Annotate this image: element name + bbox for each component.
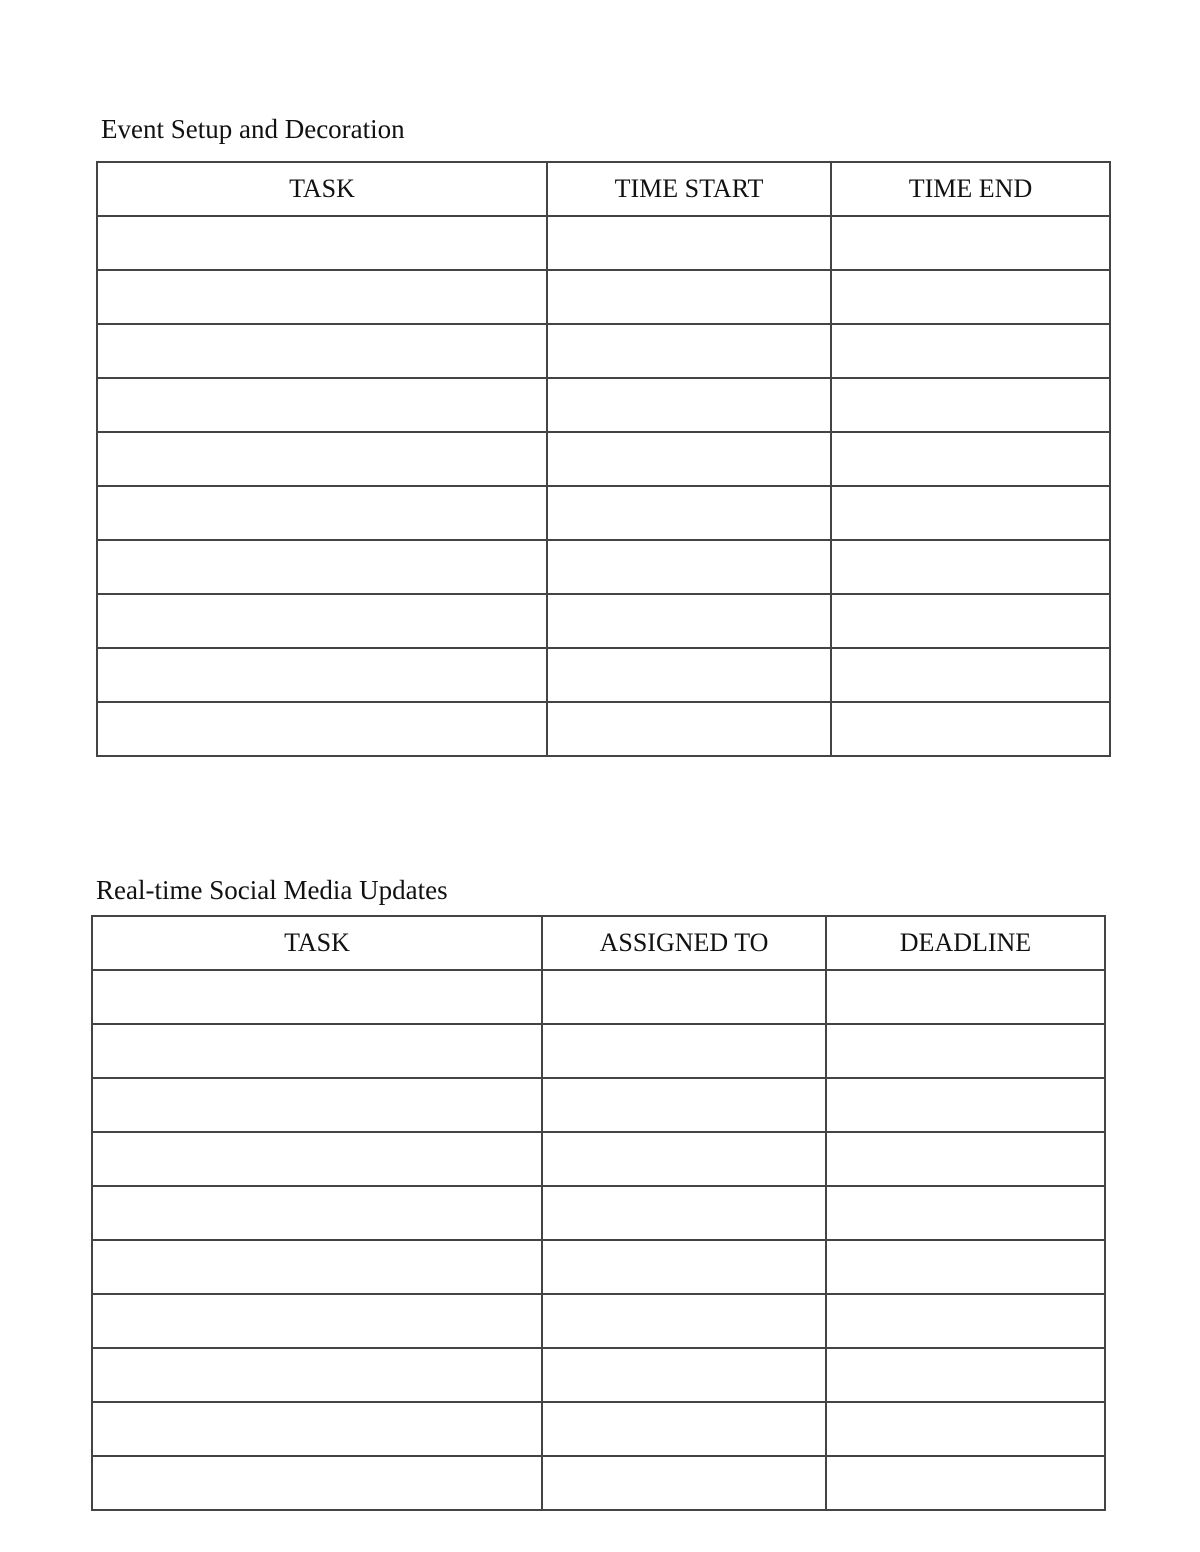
column-header-task: TASK (97, 162, 547, 216)
task-cell[interactable] (92, 1294, 542, 1348)
task-cell[interactable] (97, 216, 547, 270)
column-header-assigned-to: ASSIGNED TO (542, 916, 826, 970)
task-cell[interactable] (97, 432, 547, 486)
deadline-cell[interactable] (826, 1456, 1105, 1510)
table-row (97, 216, 1110, 270)
time-start-cell[interactable] (547, 216, 831, 270)
assigned-to-cell[interactable] (542, 1348, 826, 1402)
assigned-to-cell[interactable] (542, 1078, 826, 1132)
table-row (92, 1402, 1105, 1456)
task-cell[interactable] (97, 702, 547, 756)
task-cell[interactable] (97, 540, 547, 594)
deadline-cell[interactable] (826, 1402, 1105, 1456)
table-row (92, 970, 1105, 1024)
table-row (92, 1132, 1105, 1186)
time-end-cell[interactable] (831, 540, 1110, 594)
column-header-time-start: TIME START (547, 162, 831, 216)
task-cell[interactable] (92, 1132, 542, 1186)
section-title-event-setup: Event Setup and Decoration (101, 114, 405, 144)
assigned-to-cell[interactable] (542, 1456, 826, 1510)
time-end-cell[interactable] (831, 486, 1110, 540)
time-end-cell[interactable] (831, 216, 1110, 270)
table-row (97, 486, 1110, 540)
assigned-to-cell[interactable] (542, 970, 826, 1024)
deadline-cell[interactable] (826, 1348, 1105, 1402)
task-cell[interactable] (97, 270, 547, 324)
table-row (97, 270, 1110, 324)
table-row (92, 1024, 1105, 1078)
assigned-to-cell[interactable] (542, 1024, 826, 1078)
table-row (97, 648, 1110, 702)
task-cell[interactable] (92, 1348, 542, 1402)
task-cell[interactable] (92, 1078, 542, 1132)
task-cell[interactable] (92, 1402, 542, 1456)
deadline-cell[interactable] (826, 1024, 1105, 1078)
task-cell[interactable] (97, 594, 547, 648)
task-cell[interactable] (92, 1186, 542, 1240)
time-start-cell[interactable] (547, 540, 831, 594)
time-start-cell[interactable] (547, 594, 831, 648)
time-start-cell[interactable] (547, 270, 831, 324)
time-end-cell[interactable] (831, 270, 1110, 324)
deadline-cell[interactable] (826, 1294, 1105, 1348)
time-end-cell[interactable] (831, 378, 1110, 432)
deadline-cell[interactable] (826, 1132, 1105, 1186)
table-row (97, 324, 1110, 378)
event-setup-table (96, 161, 1111, 757)
task-cell[interactable] (97, 378, 547, 432)
assigned-to-cell[interactable] (542, 1294, 826, 1348)
assigned-to-cell[interactable] (542, 1186, 826, 1240)
time-end-cell[interactable] (831, 324, 1110, 378)
time-end-cell[interactable] (831, 594, 1110, 648)
table-row (97, 702, 1110, 756)
assigned-to-cell[interactable] (542, 1402, 826, 1456)
task-cell[interactable] (97, 486, 547, 540)
time-end-cell[interactable] (831, 702, 1110, 756)
time-end-cell[interactable] (831, 432, 1110, 486)
assigned-to-cell[interactable] (542, 1240, 826, 1294)
time-end-cell[interactable] (831, 648, 1110, 702)
time-start-cell[interactable] (547, 486, 831, 540)
table-row (92, 1078, 1105, 1132)
table-row (97, 378, 1110, 432)
time-start-cell[interactable] (547, 702, 831, 756)
social-media-updates-table (91, 915, 1106, 1511)
deadline-cell[interactable] (826, 970, 1105, 1024)
deadline-cell[interactable] (826, 1240, 1105, 1294)
deadline-cell[interactable] (826, 1186, 1105, 1240)
time-start-cell[interactable] (547, 432, 831, 486)
table-header-row (92, 916, 1105, 970)
time-start-cell[interactable] (547, 324, 831, 378)
table-row (97, 432, 1110, 486)
column-header-deadline: DEADLINE (826, 916, 1105, 970)
task-cell[interactable] (92, 1024, 542, 1078)
section-title-social-media-updates: Real-time Social Media Updates (96, 875, 448, 905)
column-header-time-end: TIME END (831, 162, 1110, 216)
assigned-to-cell[interactable] (542, 1132, 826, 1186)
task-cell[interactable] (92, 1240, 542, 1294)
table-row (92, 1240, 1105, 1294)
table-row (92, 1186, 1105, 1240)
task-cell[interactable] (97, 648, 547, 702)
task-cell[interactable] (92, 970, 542, 1024)
table-header-row (97, 162, 1110, 216)
table-row (92, 1348, 1105, 1402)
task-cell[interactable] (92, 1456, 542, 1510)
deadline-cell[interactable] (826, 1078, 1105, 1132)
table-row (97, 594, 1110, 648)
column-header-task: TASK (92, 916, 542, 970)
task-cell[interactable] (97, 324, 547, 378)
table-row (92, 1456, 1105, 1510)
time-start-cell[interactable] (547, 648, 831, 702)
table-row (97, 540, 1110, 594)
table-row (92, 1294, 1105, 1348)
time-start-cell[interactable] (547, 378, 831, 432)
